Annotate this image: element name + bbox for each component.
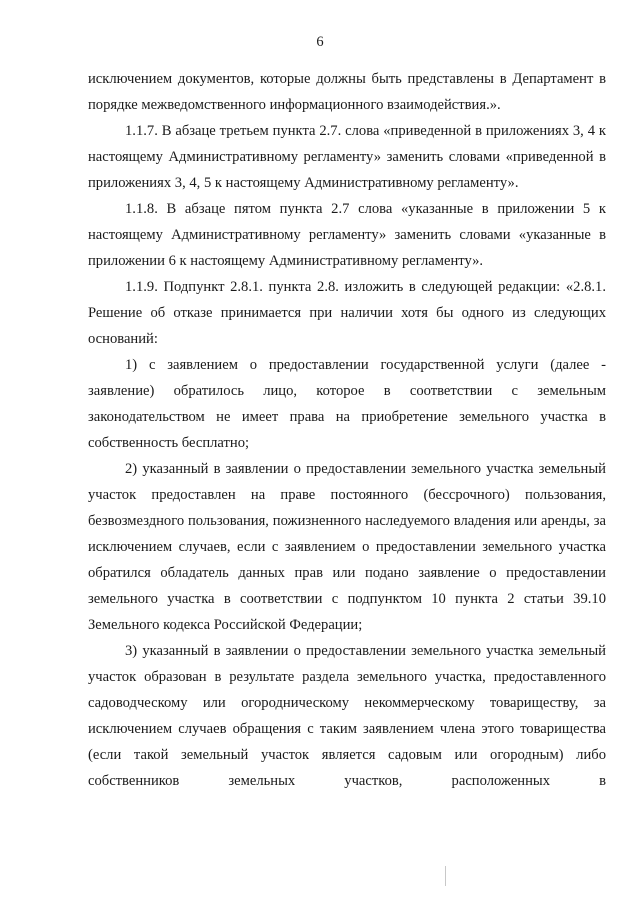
list-item-3: 3) указанный в заявлении о предоставлении земельного участка земельный участок образован в результате раздела земельного участка, предоставленного садоводческому или огородническому некоммерческому товариществу, за исключением случаев обращения с таким заявлением члена этого товарищества (если такой земельный участок является садовым или огородным) либо собственников земельных участков, расположенных в [88,643,606,789]
page-number: 6 [316,34,324,50]
paragraph-1-1-9: 1.1.9. Подпункт 2.8.1. пункта 2.8. изложить в следующей редакции: «2.8.1. Решение об отказе принимается при наличии хотя бы одного из следующих оснований: [88,279,606,347]
list-item-1: 1) с заявлением о предоставлении государственной услуги (далее - заявление) обратилось лицо, которое в соответствии с земельным законодательством не имеет права на приобретение земельного участка в собственность бесплатно; [88,357,606,451]
paragraph-continuation: исключением документов, которые должны быть представлены в Департамент в порядке межведомственного информационного взаимодействия.». [88,71,606,113]
document-body [88,66,606,794]
paragraph-1-1-8: 1.1.8. В абзаце пятом пункта 2.7 слова «указанные в приложении 5 к настоящему Административному регламенту» заменить словами «указанные в приложении 6 к настоящему Административному регламенту». [88,201,606,269]
list-item-2: 2) указанный в заявлении о предоставлении земельного участка земельный участок предоставлен на праве постоянного (бессрочного) пользования, безвозмездного пользования, пожизненного наследуемого владения или аренды, за исключением случаев, если с заявлением о предоставлении земельного участка обратился обладатель данных прав или подано заявление о предоставлении земельного участка в соответствии с подпунктом 10 пункта 2 статьи 39.10 Земельного кодекса Российской Федерации; [88,461,606,633]
paragraph-1-1-7: 1.1.7. В абзаце третьем пункта 2.7. слова «приведенной в приложениях 3, 4 к настоящему Административному регламенту» заменить словами «приведенной в приложениях 3, 4, 5 к настоящему Административному регламенту». [88,123,606,191]
text-cursor-mark [445,866,446,886]
